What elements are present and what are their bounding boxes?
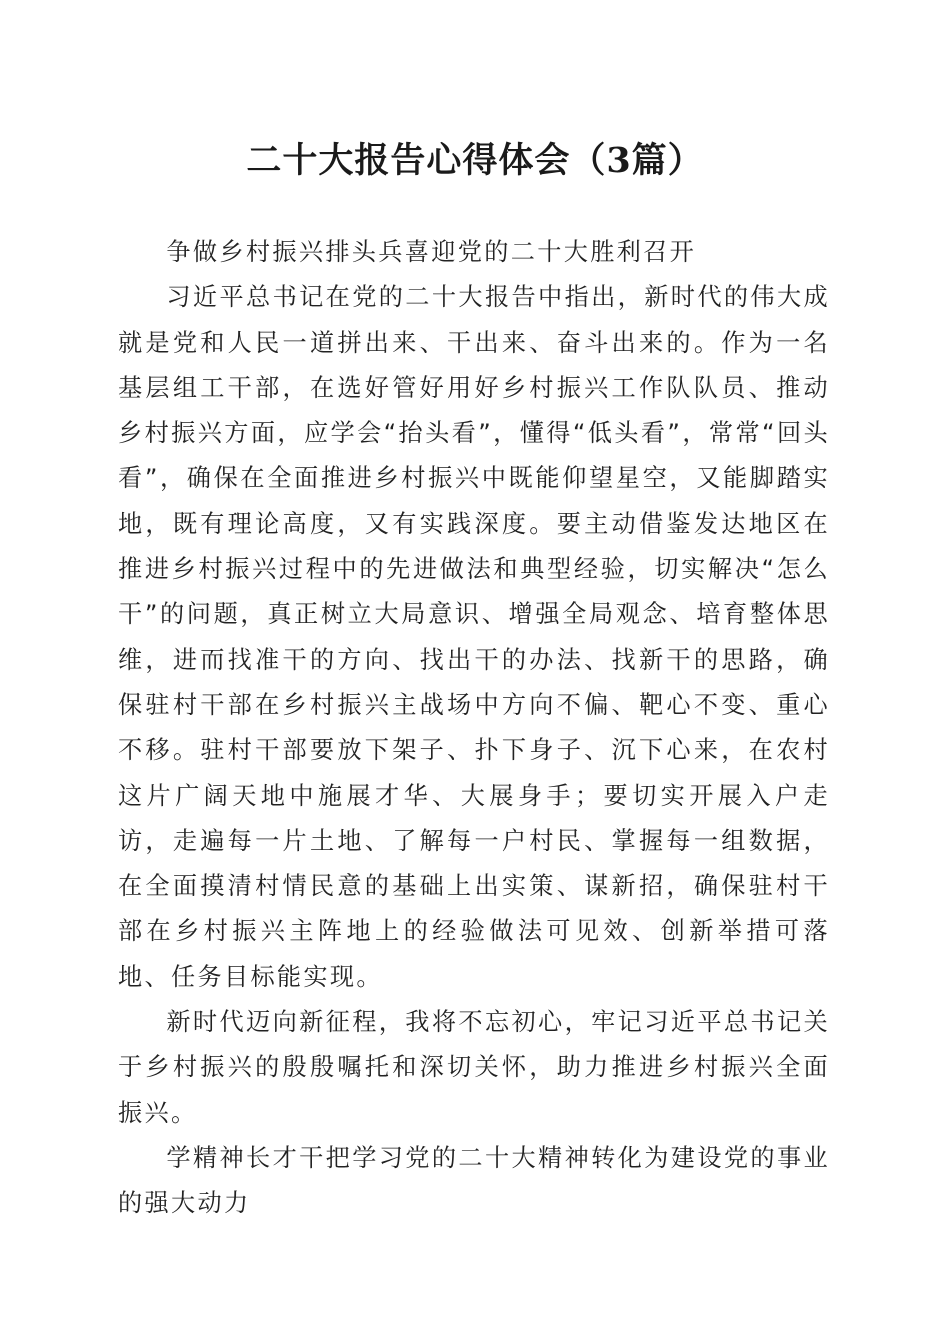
document-title: 二十大报告心得体会（3篇） — [246, 140, 704, 181]
section-heading: 学精神长才干把学习党的二十大精神转化为建设党的事业的强大动力 — [118, 1143, 830, 1218]
section-heading: 争做乡村振兴排头兵喜迎党的二十大胜利召开 — [166, 238, 697, 266]
body-paragraph: 新时代迈向新征程，我将不忘初心，牢记习近平总书记关于乡村振兴的殷殷嘱托和深切关怀，助力推进乡村振兴全面振兴。 — [118, 1008, 830, 1127]
document-body — [118, 230, 830, 1227]
body-paragraph: 习近平总书记在党的二十大报告中指出，新时代的伟大成就是党和人民一道拼出来、干出来、奋斗出来的。作为一名基层组工干部，在选好管好用好乡村振兴工作队队员、推动乡村振兴方面，应学会“抬头看”，懂得“低头看”，常常“回头看”，确保在全面推进乡村振兴中既能仰望星空，又能脚踏实地，既有理论高度，又有实践深度。要主动借鉴发达地区在推进乡村振兴过程中的先进做法和典型经验，切实解决“怎么干”的问题，真正树立大局意识、增强全局观念、培育整体思维，进而找准干的方向、找出干的办法、找新干的思路，确保驻村干部在乡村振兴主战场中方向不偏、靶心不变、重心不移。驻村干部要放下架子、扑下身子、沉下心来，在农村这片广阔天地中施展才华、大展身手；要切实开展入户走访，走遍每一片土地、了解每一户村民、掌握每一组数据，在全面摸清村情民意的基础上出实策、谋新招，确保驻村干部在乡村振兴主阵地上的经验做法可见效、创新举措可落地、任务目标能实现。 — [118, 283, 830, 991]
